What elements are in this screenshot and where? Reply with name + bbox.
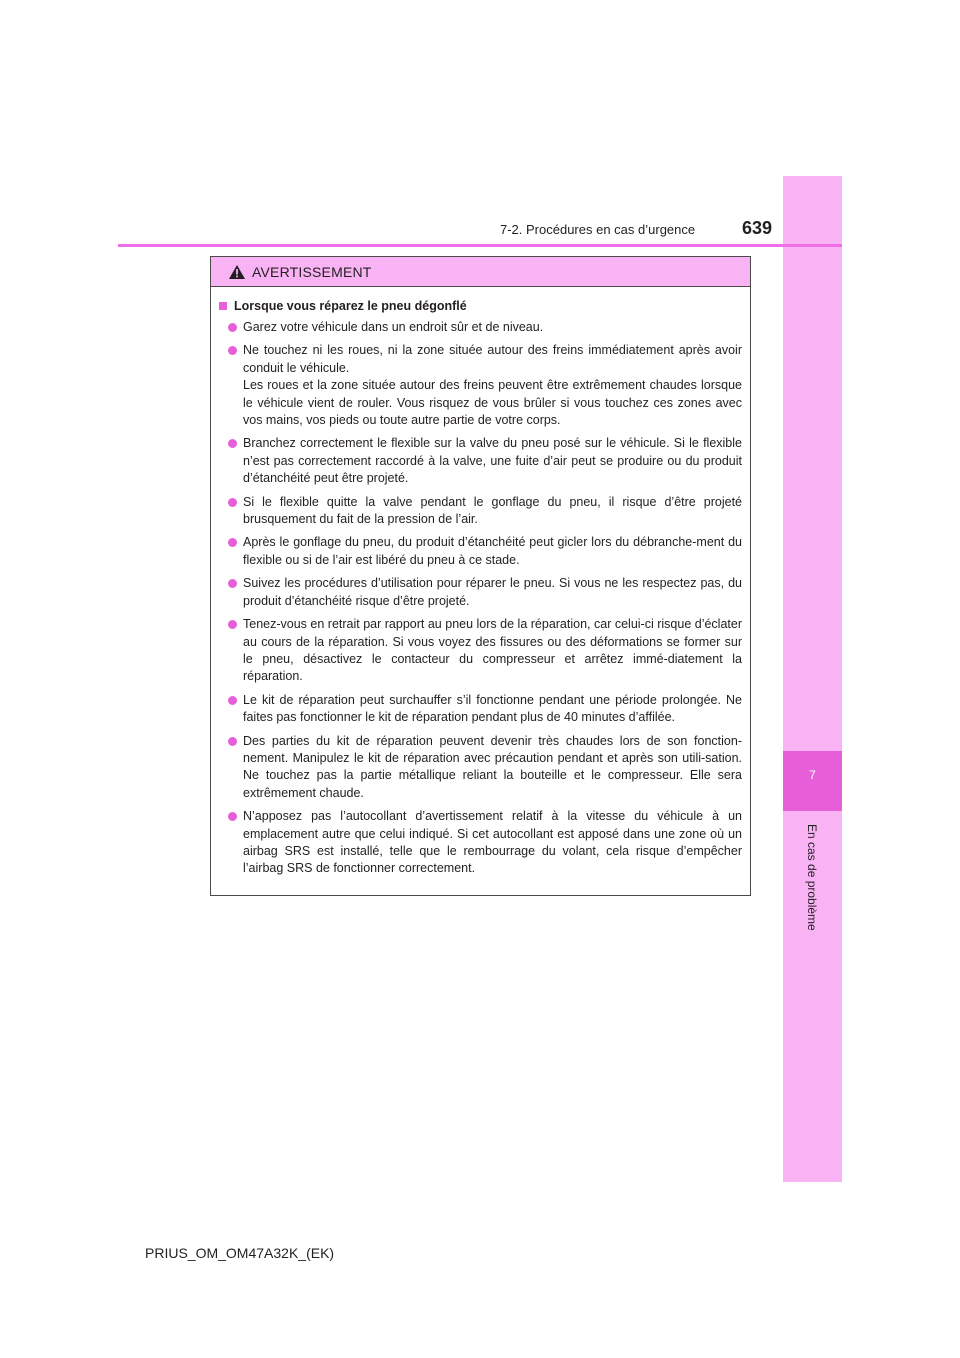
warning-item bbox=[219, 692, 742, 727]
document-code: PRIUS_OM_OM47A32K_(EK) bbox=[145, 1245, 335, 1261]
chapter-label: En cas de problème bbox=[805, 824, 819, 931]
page-number: 639 bbox=[742, 218, 773, 238]
chapter-side-tab bbox=[783, 176, 842, 1182]
warning-item bbox=[219, 575, 742, 610]
circle-bullet-icon bbox=[228, 439, 237, 448]
section-title: 7-2. Procédures en cas d’urgence bbox=[500, 222, 696, 237]
warning-item-text: Ne touchez ni les roues, ni la zone située autour des freins immédiatement après avoir conduit le véhicule. bbox=[243, 343, 742, 375]
circle-bullet-icon bbox=[228, 498, 237, 507]
warning-item-text: Tenez-vous en retrait par rapport au pneu lors de la réparation, car celui-ci risque d’éclater au cours de la réparation. Si vous voyez des fissures ou des déformations se former sur le pneu, désactivez le contacteur du compresseur et arrêtez immé-diatement la réparation. bbox=[243, 617, 742, 684]
circle-bullet-icon bbox=[228, 812, 237, 821]
chapter-number: 7 bbox=[809, 768, 816, 782]
warning-body bbox=[211, 287, 750, 878]
warning-item bbox=[219, 808, 742, 878]
warning-item-text: Le kit de réparation peut surchauffer s’il fonctionne pendant une période prolongée. Ne faites pas fonctionner le kit de réparation pendant plus de 40 minutes d’affilée. bbox=[243, 692, 742, 725]
warning-item-text: Suivez les procédures d’utilisation pour réparer le pneu. Si vous ne les respectez pas, du produit d’étanchéité risque d’être projeté. bbox=[243, 576, 742, 608]
warning-item bbox=[219, 534, 742, 569]
circle-bullet-icon bbox=[228, 538, 237, 547]
circle-bullet-icon bbox=[228, 620, 237, 629]
warning-item-text: Après le gonflage du pneu, du produit d’étanchéité peut gicler lors du débranche-ment du flexible ou si de l’air est libéré du pneu à ce stade. bbox=[243, 535, 742, 567]
warning-list bbox=[219, 319, 742, 878]
warning-item bbox=[219, 435, 742, 487]
circle-bullet-icon bbox=[228, 579, 237, 588]
warning-item-text: N’apposez pas l’autocollant d’avertissement relatif à la vitesse du véhicule à un emplacement autre que celui indiqué. Si cet autocollant est apposé dans une zone où un airbag SRS est installé, telle que le rembourrage du volant, cela risque d’empêcher l’airbag SRS de fonctionner correctement. bbox=[243, 809, 742, 876]
warning-item bbox=[219, 494, 742, 529]
warning-item bbox=[219, 733, 742, 803]
warning-triangle-icon bbox=[228, 264, 246, 280]
header-rule bbox=[118, 244, 842, 247]
warning-item-text: Garez votre véhicule dans un endroit sûr et de niveau. bbox=[243, 320, 544, 334]
circle-bullet-icon bbox=[228, 346, 237, 355]
warning-item bbox=[219, 319, 742, 336]
warning-subheading-text: Lorsque vous réparez le pneu dégonflé bbox=[234, 299, 467, 313]
warning-item-text: Branchez correctement le flexible sur la valve du pneu posé sur le véhicule. Si le flexible n’est pas correctement raccordé à la valve, une fuite d’air peut se produire ou du produit d’étanchéité peut être projeté. bbox=[243, 436, 742, 486]
square-bullet-icon bbox=[219, 302, 227, 310]
warning-title: AVERTISSEMENT bbox=[252, 263, 372, 280]
warning-subheading bbox=[219, 299, 742, 313]
circle-bullet-icon bbox=[228, 696, 237, 705]
warning-header bbox=[211, 257, 750, 287]
warning-box bbox=[210, 256, 751, 896]
warning-item bbox=[219, 342, 742, 429]
warning-item-text: Si le flexible quitte la valve pendant le gonflage du pneu, il risque d’être projeté brusquement du fait de la pression de l’air. bbox=[243, 494, 742, 527]
warning-item bbox=[219, 616, 742, 686]
circle-bullet-icon bbox=[228, 323, 237, 332]
warning-item-text: Les roues et la zone située autour des freins peuvent être extrêmement chaudes lorsque le véhicule vient de rouler. Vous risquez de vous brûler si vous touchez ces zones avec vos mains, vos pieds ou toute autre partie de votre corps. bbox=[243, 378, 742, 428]
circle-bullet-icon bbox=[228, 737, 237, 746]
warning-item-text: Des parties du kit de réparation peuvent devenir très chaudes lors de son fonction-nement. Manipulez le kit de réparation avec précaution pendant et après son utili-sation. Ne touchez pas la partie métallique reliant la bouteille et le compresseur. Elle sera extrêmement chaude. bbox=[243, 733, 742, 800]
